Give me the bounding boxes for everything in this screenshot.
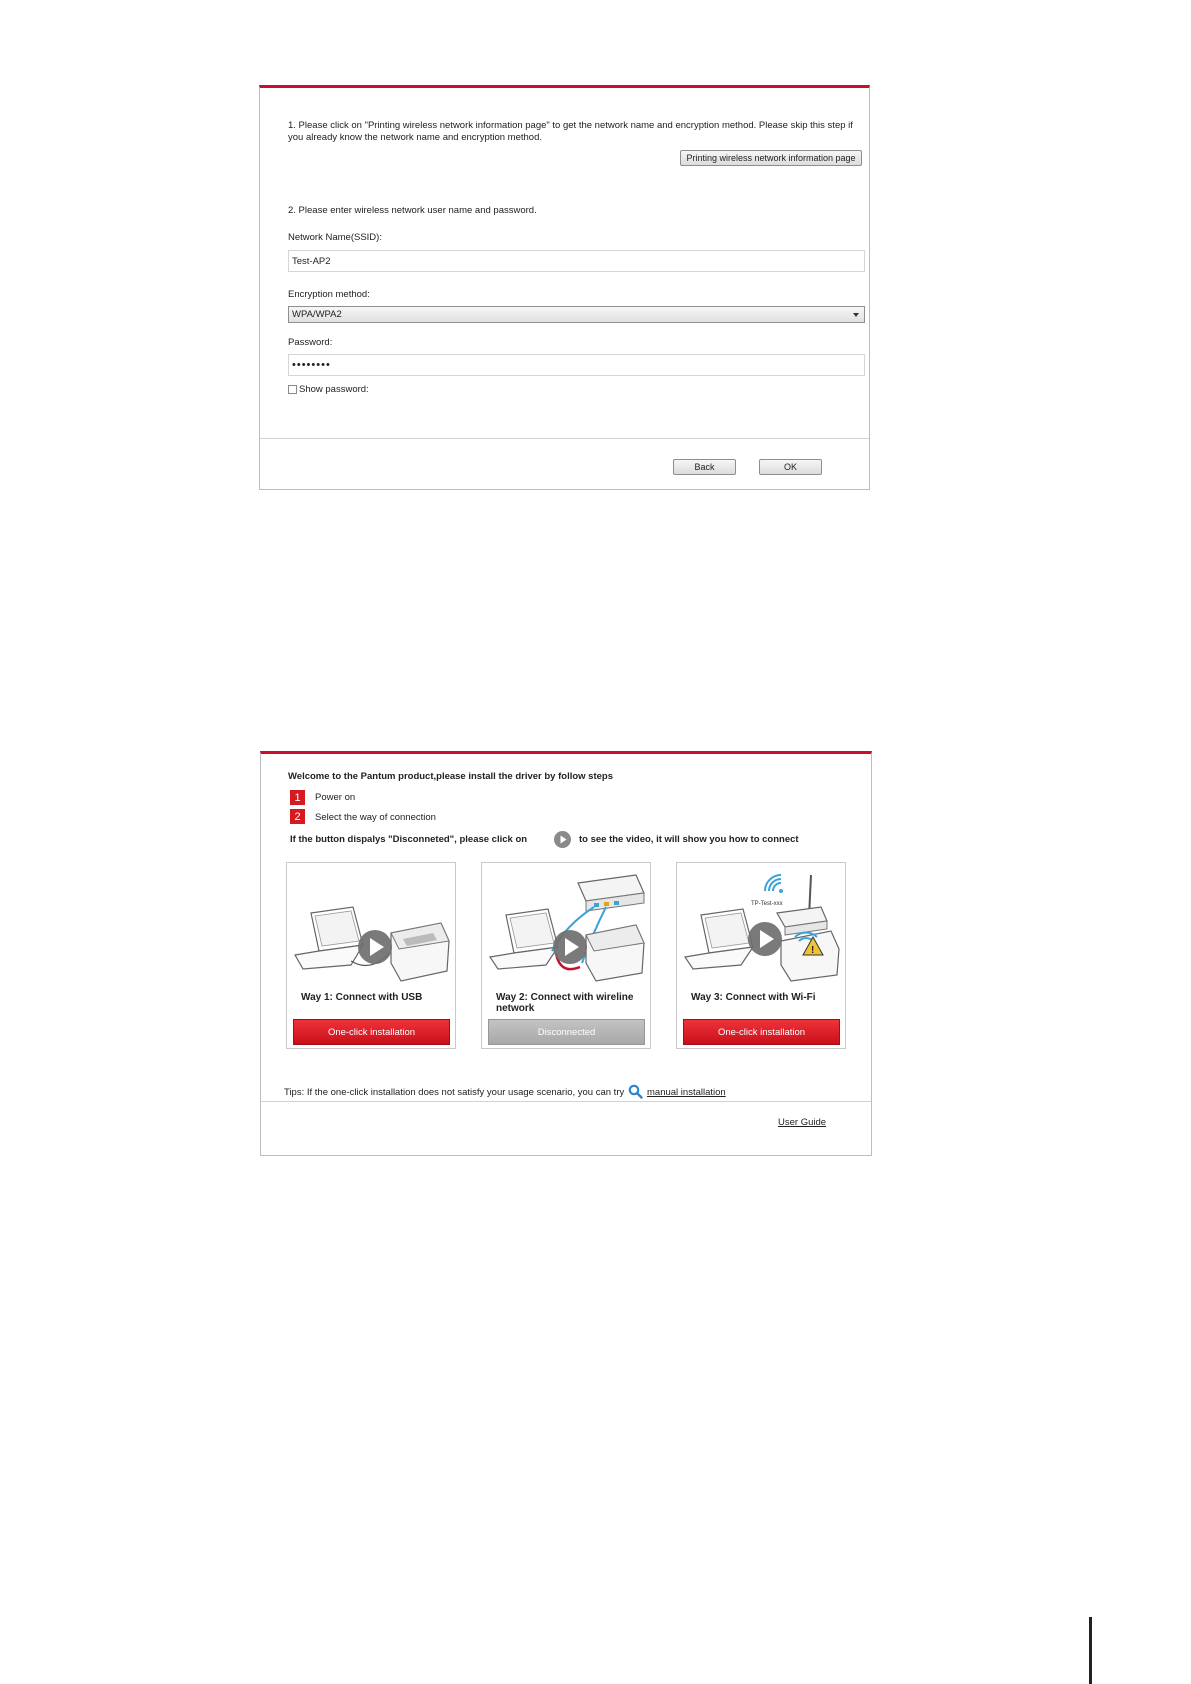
usb-connection-illustration — [291, 883, 453, 983]
wired-network-illustration — [486, 865, 648, 983]
warning-icon: ! — [811, 945, 815, 956]
encryption-label: Encryption method: — [288, 289, 370, 300]
step-1-label: Power on — [315, 792, 356, 803]
way-1-title: Way 1: Connect with USB — [301, 992, 423, 1003]
search-icon[interactable] — [628, 1084, 643, 1099]
step-2-label: Select the way of connection — [315, 812, 436, 823]
wireless-settings-dialog — [259, 85, 870, 490]
driver-install-dialog — [260, 751, 872, 1156]
show-password-checkbox[interactable] — [288, 385, 297, 394]
ok-button[interactable]: OK — [759, 459, 822, 475]
play-icon[interactable] — [554, 831, 571, 848]
user-guide-link[interactable]: User Guide — [778, 1117, 827, 1128]
way-1-install-button[interactable]: One-click installation — [293, 1019, 450, 1045]
step2-instruction: 2. Please enter wireless network user name and password. — [288, 205, 537, 216]
ssid-label: Network Name(SSID): — [288, 232, 382, 243]
show-password-label: Show password: — [299, 384, 369, 395]
step1-instruction: 1. Please click on "Printing wireless network information page" to get the network name and encryption method. Please skip this step if you already know the network name and encryption method. — [288, 120, 853, 143]
tips-text: Tips: If the one-click installation does not satisfy your usage scenario, you can try — [284, 1087, 625, 1098]
footer-divider — [261, 1101, 871, 1102]
way-2-disconnected-button[interactable]: Disconnected — [488, 1019, 645, 1045]
print-network-info-button[interactable]: Printing wireless network information page — [680, 150, 862, 166]
ssid-input[interactable]: Test-AP2 — [288, 250, 865, 272]
way-2-card — [481, 862, 651, 1049]
hint-text-after: to see the video, it will show you how to connect — [579, 834, 799, 845]
manual-installation-link[interactable]: manual installation — [647, 1087, 726, 1098]
chevron-down-icon — [853, 313, 859, 317]
hint-text-before: If the button dispalys "Disconneted", please click on — [290, 834, 528, 845]
footer-divider — [260, 438, 869, 439]
wifi-connection-illustration — [681, 865, 843, 983]
way-3-install-button[interactable]: One-click installation — [683, 1019, 840, 1045]
encryption-value: WPA/WPA2 — [292, 309, 342, 320]
way-2-title: Way 2: Connect with wireline network — [496, 992, 634, 1014]
welcome-heading: Welcome to the Pantum product,please install the driver by follow steps — [288, 771, 613, 782]
back-button[interactable]: Back — [673, 459, 736, 475]
page-edge-bar — [1089, 1617, 1092, 1684]
way-3-card — [676, 862, 846, 1049]
password-input[interactable]: •••••••• — [288, 354, 865, 376]
step-2-badge: 2 — [290, 809, 305, 824]
way-1-card — [286, 862, 456, 1049]
encryption-select[interactable] — [288, 306, 865, 323]
password-label: Password: — [288, 337, 333, 348]
router-ssid-label: TP-Test-xxx — [751, 901, 783, 907]
step-1-badge: 1 — [290, 790, 305, 805]
way-3-title: Way 3: Connect with Wi-Fi — [691, 992, 816, 1003]
